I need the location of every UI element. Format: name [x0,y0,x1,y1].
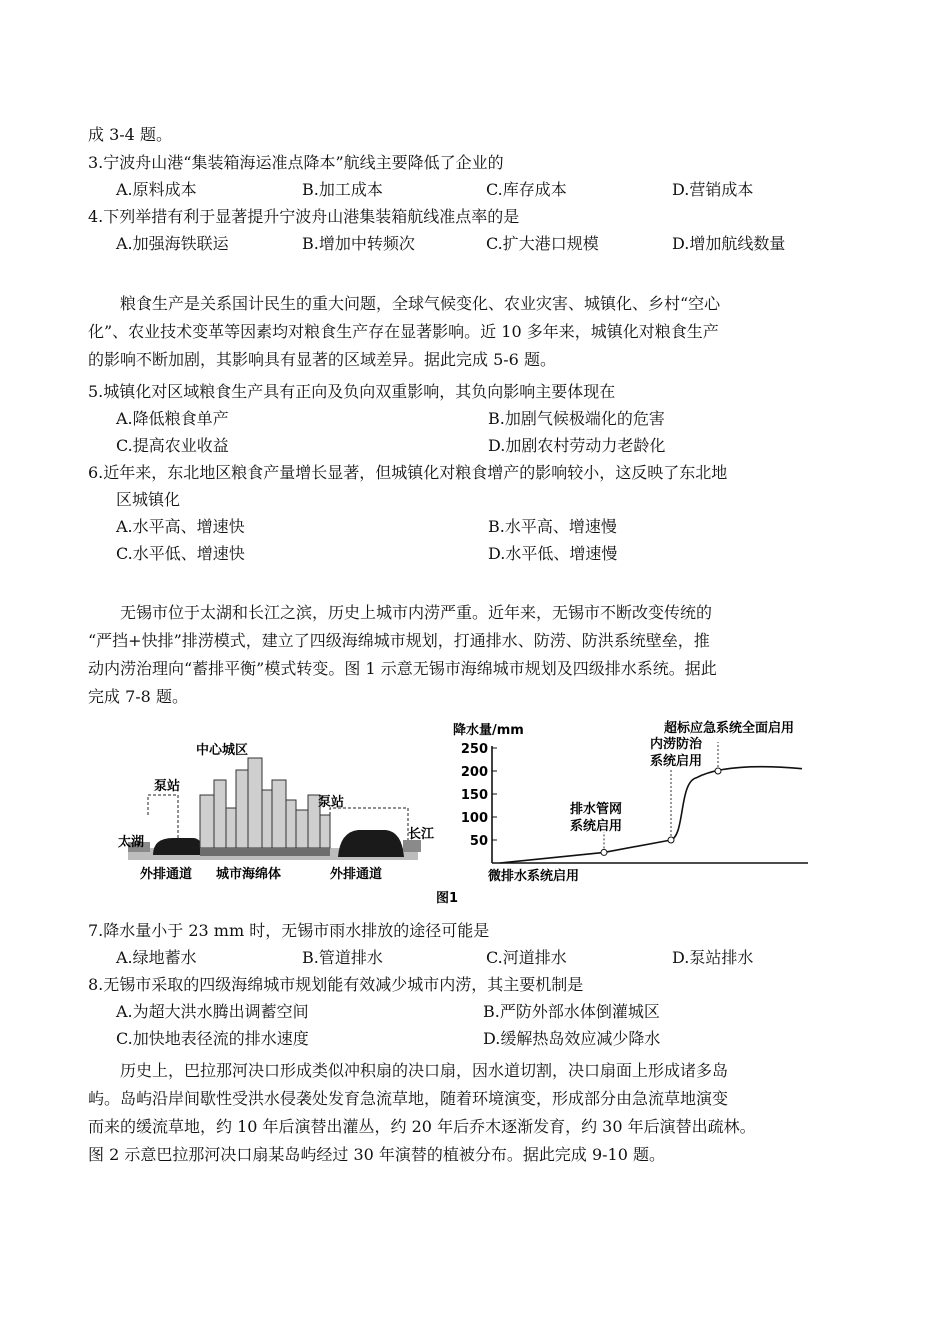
event-point [715,768,721,774]
para4-line1: 历史上，巴拉那河决口形成类似冲积扇的决口扇，因水道切割，决口扇面上形成诸多岛 [120,1061,729,1080]
para3-line2: “严挡+快排”排涝模式，建立了四级海绵城市规划，打通排水、防涝、防洪系统壁垒，推 [88,631,710,650]
q4-option-c[interactable]: C.扩大港口规模 [486,234,599,253]
q6-option-d[interactable]: D.水平低、增速慢 [488,544,618,563]
label-sponge: 城市海绵体 [216,867,282,882]
q3-option-b[interactable]: B.加工成本 [302,180,383,199]
q3-option-d[interactable]: D.营销成本 [672,180,754,199]
q3-stem: 3.宁波舟山港“集装箱海运准点降本”航线主要降低了企业的 [88,153,504,172]
label-changjiang: 长江 [408,827,435,842]
q7-option-a[interactable]: A.绿地蓄水 [116,948,197,967]
annotation-micro: 微排水系统启用 [488,869,580,884]
q5-option-b[interactable]: B.加剧气候极端化的危害 [488,409,665,428]
label-center-city: 中心城区 [196,743,249,758]
y-tick-label: 150 [460,788,488,803]
annotation-pipe-1: 排水管网 [570,802,623,817]
city-cross-section [128,758,421,860]
q7-option-d[interactable]: D.泵站排水 [672,948,754,967]
event-point [668,837,674,843]
label-outlet-right: 外排通道 [330,867,383,882]
q6-stem-line2: 区城镇化 [116,490,181,509]
figure-1 [118,720,818,905]
q5-option-d[interactable]: D.加剧农村劳动力老龄化 [488,436,666,455]
chart-ylabel: 降水量/mm [453,723,524,738]
label-outlet-left: 外排通道 [140,867,193,882]
q8-option-c[interactable]: C.加快地表径流的排水速度 [116,1029,309,1048]
q7-option-c[interactable]: C.河道排水 [486,948,567,967]
label-pump-right: 泵站 [318,795,345,810]
q8-stem: 8.无锡市采取的四级海绵城市规划能有效减少城市内涝，其主要机制是 [88,975,584,994]
q7-option-b[interactable]: B.管道排水 [302,948,383,967]
para4-line4: 图 2 示意巴拉那河决口扇某岛屿经过 30 年演替的植被分布。据此完成 9-10 题。 [88,1145,666,1164]
y-tick-label: 50 [469,834,488,849]
label-pump-left: 泵站 [154,779,181,794]
y-tick-label: 250 [460,742,488,757]
q8-option-b[interactable]: B.严防外部水体倒灌城区 [483,1002,660,1021]
event-point [601,849,607,855]
q5-option-a[interactable]: A.降低粮食单产 [116,409,229,428]
q4-option-b[interactable]: B.增加中转频次 [302,234,415,253]
para2-line2: 化”、农业技术变革等因素均对粮食生产存在显著影响。近 10 多年来，城镇化对粮食生产 [88,322,719,341]
annotation-pipe-2: 系统启用 [570,819,623,834]
q4-option-d[interactable]: D.增加航线数量 [672,234,786,253]
q6-option-c[interactable]: C.水平低、增速快 [116,544,245,563]
sponge-layer [200,848,330,856]
para2-line3: 的影响不断加剧，其影响具有显著的区域差异。据此完成 5-6 题。 [88,350,556,369]
figure-1-svg [118,720,818,905]
para4-line3: 而来的缓流草地，约 10 年后演替出灌丛，约 20 年后乔木逐渐发育，约 30 年后演替出疏林。 [88,1117,756,1136]
q3-option-a[interactable]: A.原料成本 [116,180,197,199]
right-outlet-channel [338,830,404,857]
left-pump-line [148,795,178,838]
figure-caption: 图1 [436,891,459,905]
annotation-flood-2: 系统启用 [650,754,703,769]
para3-line1: 无锡市位于太湖和长江之滨，历史上城市内涝严重。近年来，无锡市不断改变传统的 [120,603,713,622]
q7-stem: 7.降水量小于 23 mm 时，无锡市雨水排放的途径可能是 [88,921,490,940]
city-buildings [200,758,330,848]
annotation-flood-1: 内涝防治 [650,737,703,752]
q8-option-d[interactable]: D.缓解热岛效应减少降水 [483,1029,661,1048]
para2-line1: 粮食生产是关系国计民生的重大问题，全球气候变化、农业灾害、城镇化、乡村“空心 [120,294,721,313]
q5-stem: 5.城镇化对区域粮食生产具有正向及负向双重影响，其负向影响主要体现在 [88,382,616,401]
left-outlet-channel [153,838,203,855]
q8-option-a[interactable]: A.为超大洪水腾出调蓄空间 [116,1002,309,1021]
q4-stem: 4.下列举措有利于显著提升宁波舟山港集装箱航线准点率的是 [88,207,520,226]
precipitation-line [500,767,802,863]
para3-line3: 动内涝治理向“蓄排平衡”模式转变。图 1 示意无锡市海绵城市规划及四级排水系统。据此 [88,659,717,678]
q3-option-c[interactable]: C.库存成本 [486,180,567,199]
precipitation-chart [453,720,808,884]
intro-tail: 成 3-4 题。 [88,125,172,144]
q4-option-a[interactable]: A.加强海铁联运 [116,234,229,253]
annotation-emergency: 超标应急系统全面启用 [664,721,795,736]
q6-option-b[interactable]: B.水平高、增速慢 [488,517,617,536]
q5-option-c[interactable]: C.提高农业收益 [116,436,229,455]
para3-line4: 完成 7-8 题。 [88,687,188,706]
q6-stem-line1: 6.近年来，东北地区粮食产量增长显著，但城镇化对粮食增产的影响较小，这反映了东北地 [88,463,728,482]
para4-line2: 屿。岛屿沿岸间歇性受洪水侵袭处发育急流草地，随着环境演变，形成部分由急流草地演变 [88,1089,729,1108]
label-taihu: 太湖 [118,835,145,850]
y-tick-label: 200 [460,765,488,780]
q6-option-a[interactable]: A.水平高、增速快 [116,517,245,536]
y-tick-label: 100 [460,811,488,826]
